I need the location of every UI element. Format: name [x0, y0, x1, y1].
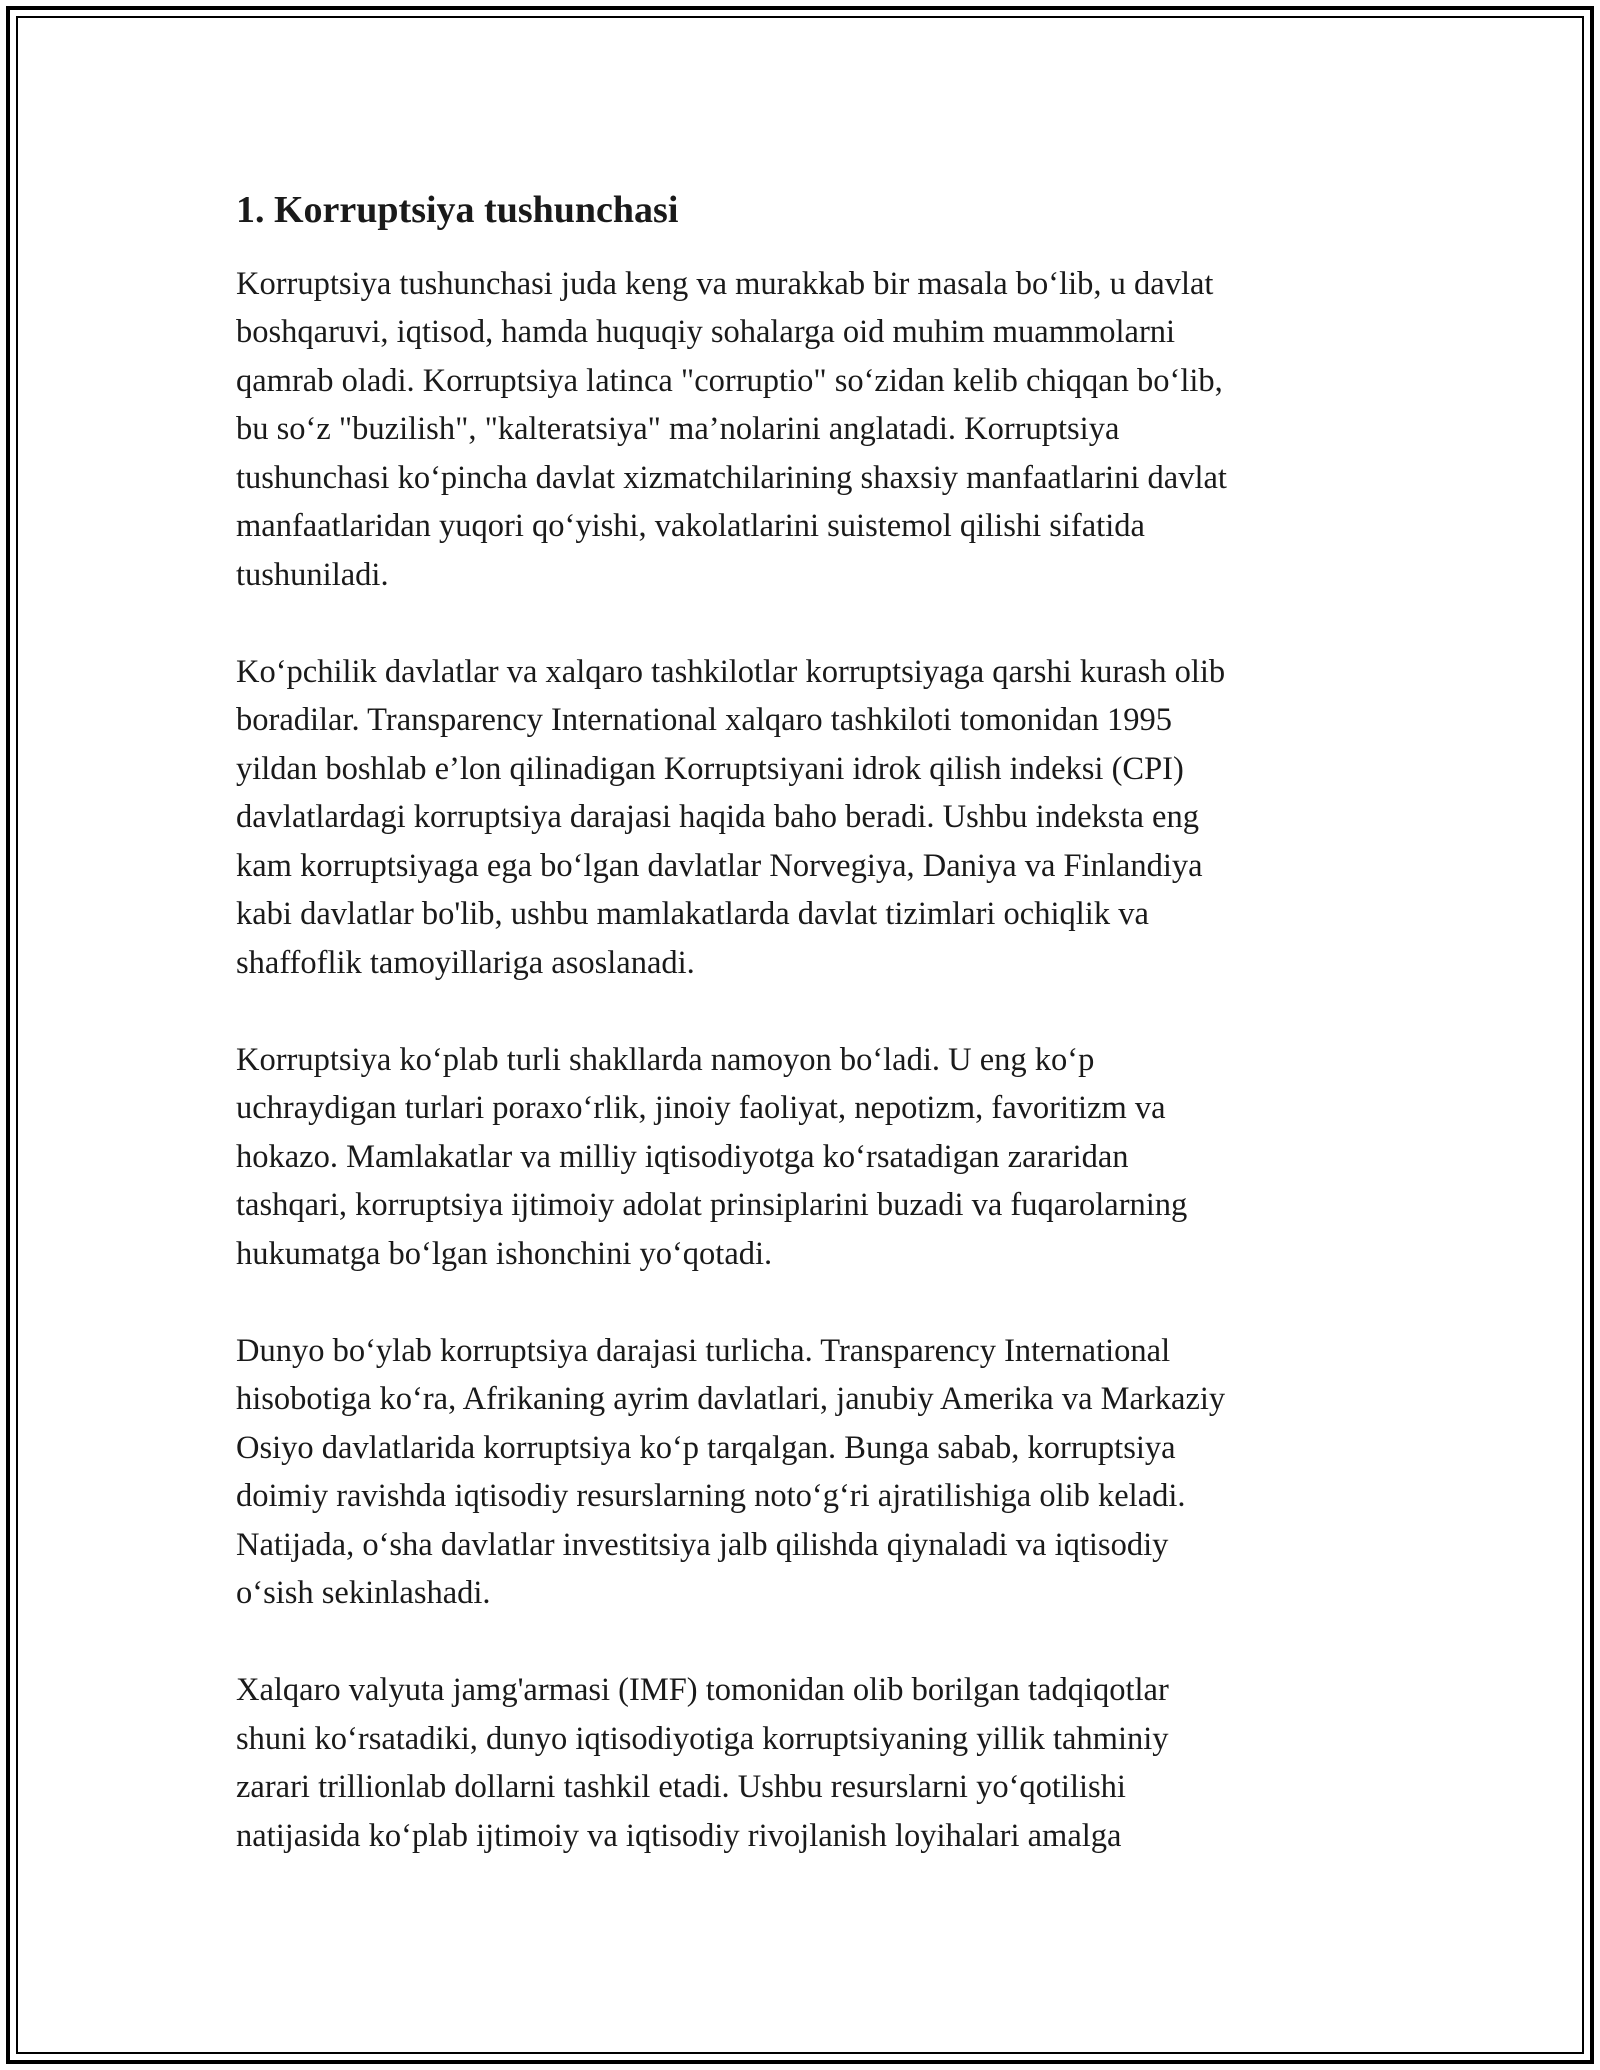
section-heading: 1. Korruptsiya tushunchasi [236, 189, 679, 231]
paragraph-5: Xalqaro valyuta jamg'armasi (IMF) tomonidan olib borilgan tadqiqotlar shuni ko‘rsatadiki, dunyo iqtisodiyotiga korruptsiyaning yillik tahminiy zarari trillionlab dollarni tashkil etadi. Ushbu resurslarni yo‘qotilishi natijasida ko‘plab ijtimoiy va iqtisodiy rivojlanish loyihalari amalga [236, 1672, 1169, 1854]
paragraph-3: Korruptsiya ko‘plab turli shakllarda namoyon bo‘ladi. U eng ko‘p uchraydigan turlari poraxo‘rlik, jinoiy faoliyat, nepotizm, favoritizm va hokazo. Mamlakatlar va milliy iqtisodiyotga ko‘rsatadigan zararidan tashqari, korruptsiya ijtimoiy adolat prinsiplarini buzadi va fuqarolarning hukumatga bo‘lgan ishonchini yo‘qotadi. [236, 1041, 1188, 1272]
paragraph-2: Ko‘pchilik davlatlar va xalqaro tashkilotlar korruptsiyaga qarshi kurash olib boradilar. Transparency International xalqaro tashkiloti tomonidan 1995 yildan boshlab e’lon qilinadigan Korruptsiyani idrok qilish indeksi (CPI) davlatlardagi korruptsiya darajasi haqida baho beradi. Ushbu indeksta eng kam korruptsiyaga ega bo‘lgan davlatlar Norvegiya, Daniya va Finlandiya kabi davlatlar bo'lib, ushbu mamlakatlarda davlat tizimlari ochiqlik va shaffoflik tamoyillariga asoslanadi. [236, 653, 1226, 981]
document-body [236, 188, 1366, 1909]
paragraph-1: Korruptsiya tushunchasi juda keng va murakkab bir masala bo‘lib, u davlat boshqaruvi, iqtisod, hamda huquqiy sohalarga oid muhim muammolarni qamrab oladi. Korruptsiya latinca "corruptio" so‘zidan kelib chiqqan bo‘lib, bu so‘z "buzilish", "kalteratsiya" ma’nolarini anglatadi. Korruptsiya tushunchasi ko‘pincha davlat xizmatchilarining shaxsiy manfaatlarini davlat manfaatlaridan yuqori qo‘yishi, vakolatlarini suistemol qilishi sifatida tushuniladi. [236, 265, 1227, 593]
paragraph-4: Dunyo bo‘ylab korruptsiya darajasi turlicha. Transparency International hisobotiga ko‘ra, Afrikaning ayrim davlatlari, janubiy Amerika va Markaziy Osiyo davlatlarida korruptsiya ko‘p tarqalgan. Bunga sabab, korruptsiya doimiy ravishda iqtisodiy resurslarning noto‘g‘ri ajratilishiga olib keladi. Natijada, o‘sha davlatlar investitsiya jalb qilishda qiynaladi va iqtisodiy o‘sish sekinlashadi. [236, 1332, 1226, 1612]
